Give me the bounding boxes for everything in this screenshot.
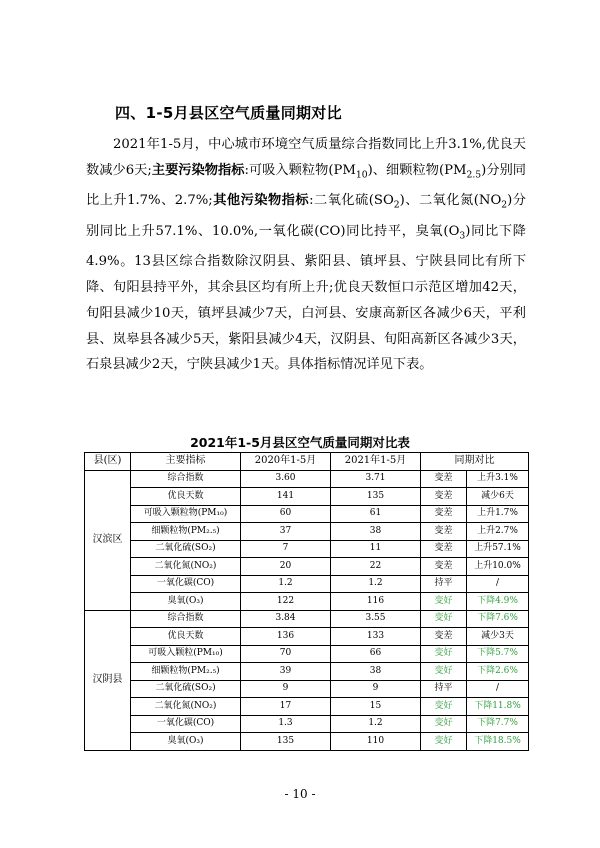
change-cell: 下降5.7% bbox=[467, 645, 529, 663]
air-quality-table bbox=[84, 452, 529, 751]
status-cell: 变好 bbox=[421, 715, 467, 733]
table-row bbox=[85, 645, 529, 663]
value-2021-cell: 135 bbox=[331, 488, 421, 506]
value-2020-cell: 122 bbox=[241, 593, 331, 611]
value-2020-cell: 136 bbox=[241, 628, 331, 646]
status-cell: 变差 bbox=[421, 505, 467, 523]
change-cell: 下降18.5% bbox=[467, 733, 529, 751]
status-cell: 变好 bbox=[421, 593, 467, 611]
table-row bbox=[85, 558, 529, 576]
change-cell: 减少3天 bbox=[467, 628, 529, 646]
status-cell: 变差 bbox=[421, 488, 467, 506]
indicator-cell: 综合指数 bbox=[131, 470, 241, 488]
change-cell: 下降7.7% bbox=[467, 715, 529, 733]
change-cell: 上升2.7% bbox=[467, 523, 529, 541]
value-2020-cell: 3.60 bbox=[241, 470, 331, 488]
change-cell: 上升10.0% bbox=[467, 558, 529, 576]
indicator-cell: 可吸入颗粒物(PM₁₀) bbox=[131, 505, 241, 523]
status-cell: 变差 bbox=[421, 470, 467, 488]
header-comparison: 同期对比 bbox=[421, 453, 529, 471]
indicator-cell: 可吸入颗粒(PM₁₀) bbox=[131, 645, 241, 663]
change-cell: 上升1.7% bbox=[467, 505, 529, 523]
value-2020-cell: 141 bbox=[241, 488, 331, 506]
value-2021-cell: 66 bbox=[331, 645, 421, 663]
value-2021-cell: 38 bbox=[331, 523, 421, 541]
status-cell: 持平 bbox=[421, 575, 467, 593]
indicator-cell: 臭氧(O₃) bbox=[131, 733, 241, 751]
status-cell: 变差 bbox=[421, 558, 467, 576]
status-cell: 变好 bbox=[421, 698, 467, 716]
table-row bbox=[85, 470, 529, 488]
value-2020-cell: 17 bbox=[241, 698, 331, 716]
change-cell: 上升57.1% bbox=[467, 540, 529, 558]
value-2021-cell: 133 bbox=[331, 628, 421, 646]
table-row bbox=[85, 540, 529, 558]
value-2021-cell: 116 bbox=[331, 593, 421, 611]
header-indicator: 主要指标 bbox=[131, 453, 241, 471]
table-row bbox=[85, 523, 529, 541]
value-2021-cell: 38 bbox=[331, 663, 421, 681]
table-row bbox=[85, 593, 529, 611]
table-row bbox=[85, 488, 529, 506]
change-cell: 下降4.9% bbox=[467, 593, 529, 611]
section-heading: 四、1-5月县区空气质量同期对比 bbox=[115, 104, 342, 122]
indicator-cell: 一氧化碳(CO) bbox=[131, 715, 241, 733]
other-pollutant-label: 其他污染物指标 bbox=[212, 193, 310, 209]
indicator-cell: 二氧化硫(SO₂) bbox=[131, 540, 241, 558]
value-2021-cell: 9 bbox=[331, 680, 421, 698]
header-2021: 2021年1-5月 bbox=[331, 453, 421, 471]
table-header-row bbox=[85, 453, 529, 471]
change-cell: / bbox=[467, 680, 529, 698]
value-2020-cell: 60 bbox=[241, 505, 331, 523]
status-cell: 变好 bbox=[421, 663, 467, 681]
main-pollutant-label: 主要污染物指标 bbox=[151, 162, 245, 178]
table-row bbox=[85, 575, 529, 593]
change-cell: / bbox=[467, 575, 529, 593]
value-2021-cell: 1.2 bbox=[331, 715, 421, 733]
table-row bbox=[85, 610, 529, 628]
indicator-cell: 优良天数 bbox=[131, 628, 241, 646]
page-number: - 10 - bbox=[284, 787, 316, 801]
value-2020-cell: 37 bbox=[241, 523, 331, 541]
change-cell: 下降7.6% bbox=[467, 610, 529, 628]
status-cell: 变好 bbox=[421, 733, 467, 751]
value-2020-cell: 9 bbox=[241, 680, 331, 698]
indicator-cell: 综合指数 bbox=[131, 610, 241, 628]
header-county: 县(区) bbox=[85, 453, 131, 471]
table-row bbox=[85, 715, 529, 733]
indicator-cell: 臭氧(O₃) bbox=[131, 593, 241, 611]
indicator-cell: 一氧化碳(CO) bbox=[131, 575, 241, 593]
status-cell: 变好 bbox=[421, 645, 467, 663]
summary-paragraph: 2021年1-5月，中心城市环境空气质量综合指数同比上升3.1%,优良天数减少6天;主要污染物指标:可吸入颗粒物$(PM_{10})$、细颗粒物$(PM_{2.5})$分别同比上升1.7%、2.7%;其他污染物指标:二氧化硫$(SO_2)$、二氧化氮$(NO_2)$分别同比上升57.1%、10.0%,一氧化碳(CO)同比持平，臭氧$(O_3)$同比下降4.9%。13县区综合指数除汉阴县、紫阳县、镇坪县、宁陕县同比有所下降、旬阳县持平外，其余县区均有所上升;优良天数恒口示范区增加42天，旬阳县减少10天，镇坪县减少7天，白河县、安康高新区各减少6天，平利县、岚皋县各减少5天，紫阳县减少4天，汉阴县、旬阳高新区各减少3天，石泉县减少2天，宁陕县减少1天。具体指标情况详见下表。 bbox=[86, 137, 526, 373]
value-2020-cell: 135 bbox=[241, 733, 331, 751]
value-2021-cell: 15 bbox=[331, 698, 421, 716]
status-cell: 变差 bbox=[421, 540, 467, 558]
table-row bbox=[85, 680, 529, 698]
value-2021-cell: 22 bbox=[331, 558, 421, 576]
value-2021-cell: 3.55 bbox=[331, 610, 421, 628]
change-cell: 下降11.8% bbox=[467, 698, 529, 716]
value-2021-cell: 11 bbox=[331, 540, 421, 558]
table-row bbox=[85, 628, 529, 646]
table-row bbox=[85, 733, 529, 751]
table-caption: 2021年1-5月县区空气质量同期对比表 bbox=[190, 435, 410, 450]
header-2020: 2020年1-5月 bbox=[241, 453, 331, 471]
indicator-cell: 细颗粒物(PM₂.₅) bbox=[131, 663, 241, 681]
status-cell: 变差 bbox=[421, 628, 467, 646]
change-cell: 减少6天 bbox=[467, 488, 529, 506]
table-row bbox=[85, 698, 529, 716]
indicator-cell: 细颗粒物(PM₂.₅) bbox=[131, 523, 241, 541]
county-cell: 汉滨区 bbox=[85, 470, 131, 610]
value-2020-cell: 70 bbox=[241, 645, 331, 663]
status-cell: 变好 bbox=[421, 610, 467, 628]
indicator-cell: 二氧化氮(NO₂) bbox=[131, 698, 241, 716]
table-row bbox=[85, 505, 529, 523]
indicator-cell: 优良天数 bbox=[131, 488, 241, 506]
value-2020-cell: 1.3 bbox=[241, 715, 331, 733]
value-2020-cell: 7 bbox=[241, 540, 331, 558]
value-2020-cell: 1.2 bbox=[241, 575, 331, 593]
status-cell: 变差 bbox=[421, 523, 467, 541]
indicator-cell: 二氧化硫(SO₂) bbox=[131, 680, 241, 698]
indicator-cell: 二氧化氮(NO₂) bbox=[131, 558, 241, 576]
status-cell: 持平 bbox=[421, 680, 467, 698]
table-row bbox=[85, 663, 529, 681]
value-2020-cell: 3.84 bbox=[241, 610, 331, 628]
value-2021-cell: 110 bbox=[331, 733, 421, 751]
county-cell: 汉阴县 bbox=[85, 610, 131, 750]
value-2021-cell: 61 bbox=[331, 505, 421, 523]
change-cell: 下降2.6% bbox=[467, 663, 529, 681]
value-2020-cell: 39 bbox=[241, 663, 331, 681]
value-2020-cell: 20 bbox=[241, 558, 331, 576]
value-2021-cell: 3.71 bbox=[331, 470, 421, 488]
value-2021-cell: 1.2 bbox=[331, 575, 421, 593]
change-cell: 上升3.1% bbox=[467, 470, 529, 488]
